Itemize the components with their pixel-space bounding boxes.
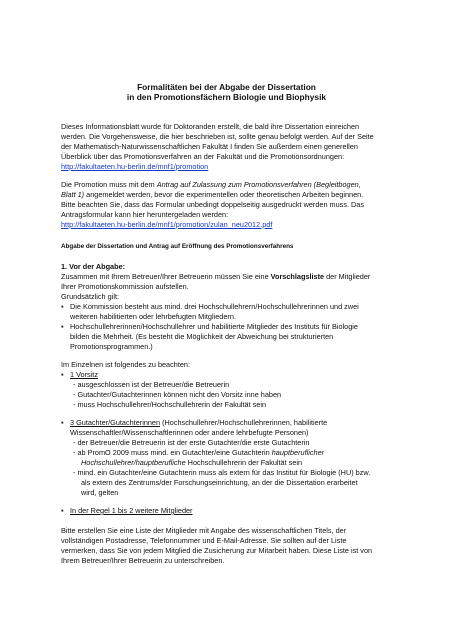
promotion-link[interactable]: http://fakultaeten.hu-berlin.de/mnf1/promotion <box>61 162 209 171</box>
intro-line: der Mathematisch-Naturwissenschaftlichen Fakultät I finden Sie außerdem einen generellen <box>61 142 358 151</box>
closing-line: vollständigen Postadresse, Telefonnummer und E-Mail-Adresse. Sie sollten auf der Liste <box>61 536 347 545</box>
bullet-icon: ▪ <box>61 370 64 379</box>
rule-line: bilden die Mehrheit. (Es besteht die Möglichkeit der Abweichung bei strukturierten <box>70 332 334 341</box>
gutachter-line <box>70 418 327 428</box>
gutachter-label: 3 Gutachter/Gutachterinnen <box>70 418 161 427</box>
antrag-line <box>61 180 441 190</box>
section-heading: Abgabe der Dissertation und Antrag auf Eröffnung des Promotionsverfahrens <box>61 243 294 250</box>
weitere-label: In der Regel 1 bis 2 weitere Mitglieder <box>70 506 193 515</box>
step-text: der Mitglieder <box>324 272 371 281</box>
document-title: Formalitäten bei der Abgabe der Dissertation <box>137 82 316 92</box>
antrag-form-name: Blatt 1) <box>61 190 85 199</box>
step-text: Zusammen mit Ihrem Betreuer/Ihrer Betreuerin müssen Sie eine <box>61 272 271 281</box>
antrag-line: Antragsformular kann hier heruntergeladen werden: <box>61 210 229 219</box>
vorsitz-item: - ausgeschlossen ist der Betreuer/die Betreuerin <box>73 380 230 389</box>
rule-line: Die Kommission besteht aus mind. drei Hochschullehrern/Hochschullehrerinnen und zwei <box>70 302 359 311</box>
bullet-icon: ▪ <box>61 322 64 331</box>
rule-line: weiteren habilitierten oder lehrbefugten Mitgliedern. <box>70 312 236 321</box>
details-intro: Im Einzelnen ist folgendes zu beachten: <box>61 360 190 369</box>
intro-line: werden. Die Vorgehensweise, die hier beschrieben ist, sollte genau befolgt werden. Auf der Seite <box>61 132 374 141</box>
antrag-download-link[interactable]: http://fakultaeten.hu-berlin.de/mnf1/promotion/zulan_neu2012.pdf <box>61 220 273 229</box>
antrag-text: Die Promotion muss mit dem <box>61 180 157 189</box>
vorsitz-label: 1 Vorsitz <box>70 370 98 379</box>
gutachter-item: - der Betreuer/die Betreuerin ist der erste Gutachter/die erste Gutachterin <box>73 438 310 447</box>
step-heading: 1. Vor der Abgabe: <box>61 262 126 271</box>
gutachter-text: Hochschullehrerin der Fakultät sein <box>185 458 303 467</box>
vorsitz-item: - Gutachter/Gutachterinnen können nicht den Vorsitz inne haben <box>73 390 282 399</box>
gutachter-emphasis: hauptberuflicher <box>271 448 325 457</box>
gutachter-item: - mind. ein Gutachter/eine Gutachterin muss als extern für das Institut für Biologie (HU) bzw. <box>73 468 371 477</box>
antrag-line: Bitte beachten Sie, dass das Formular unbedingt doppelseitig ausgedruckt werden muss. Das <box>61 200 364 209</box>
intro-line: Dieses Informationsblatt wurde für Doktoranden erstellt, die bald ihre Dissertation einreichen <box>61 122 360 131</box>
vorschlagsliste-term: Vorschlagsliste <box>270 272 325 281</box>
bullet-icon: ▪ <box>61 506 64 515</box>
step-line: Ihrer Promotionskommission aufstellen. <box>61 282 189 291</box>
intro-line: Überblick über das Promotionsverfahren an der Fakultät und die Promotionsordnungen: <box>61 152 345 161</box>
vorsitz-item: - muss Hochschullehrer/Hochschullehrerin der Fakultät sein <box>73 400 267 409</box>
gutachter-text: - ab PromO 2009 muss mind. ein Gutachter/eine Gutachterin <box>73 448 272 457</box>
step-line: Grundsätzlich gilt: <box>61 292 119 301</box>
bullet-icon: ▪ <box>61 302 64 311</box>
closing-line: Ihrem Betreuer/Ihrer Betreuerin zu unterschreiben. <box>61 556 225 565</box>
bullet-icon: ▪ <box>61 418 64 427</box>
antrag-form-name: Antrag auf Zulassung zum Promotionsverfahren (Begleitbogen, <box>156 180 361 189</box>
closing-line: Bitte erstellen Sie eine Liste der Mitglieder mit Angabe des wissenschaftlichen Titels, der <box>61 526 347 535</box>
gutachter-item: wird, gelten <box>81 488 119 497</box>
gutachter-item: als extern des Zentrums/der Forschungseinrichtung, an der die Dissertation erarbeitet <box>81 478 358 487</box>
step-line <box>61 272 441 282</box>
antrag-text: angemeldet werden, bevor die experimentellen oder theoretischen Arbeiten beginnen. <box>84 190 364 199</box>
gutachter-item <box>81 458 302 468</box>
gutachter-text: (Hochschullehrer/Hochschullehrerinnen, habilitierte <box>160 418 328 427</box>
gutachter-emphasis: Hochschullehrer/hauptberufliche <box>81 458 186 467</box>
document-subtitle: in den Promotionsfächern Biologie und Biophysik <box>126 92 327 102</box>
rule-line: Hochschullehrerinnen/Hochschullehrer und habilitierte Mitglieder des Instituts für Biologie <box>70 322 358 331</box>
gutachter-item <box>73 448 324 458</box>
antrag-line <box>61 190 441 200</box>
gutachter-line: Wissenschaftler/Wissenschaftlerinnen oder andere lehrbefugte Personen) <box>70 428 309 437</box>
closing-line: vermerken, dass Sie von jedem Mitglied die Zusicherung zur Mitarbeit haben. Diese Liste ist von <box>61 546 373 555</box>
rule-line: Promotionsprogrammen.) <box>70 342 153 351</box>
